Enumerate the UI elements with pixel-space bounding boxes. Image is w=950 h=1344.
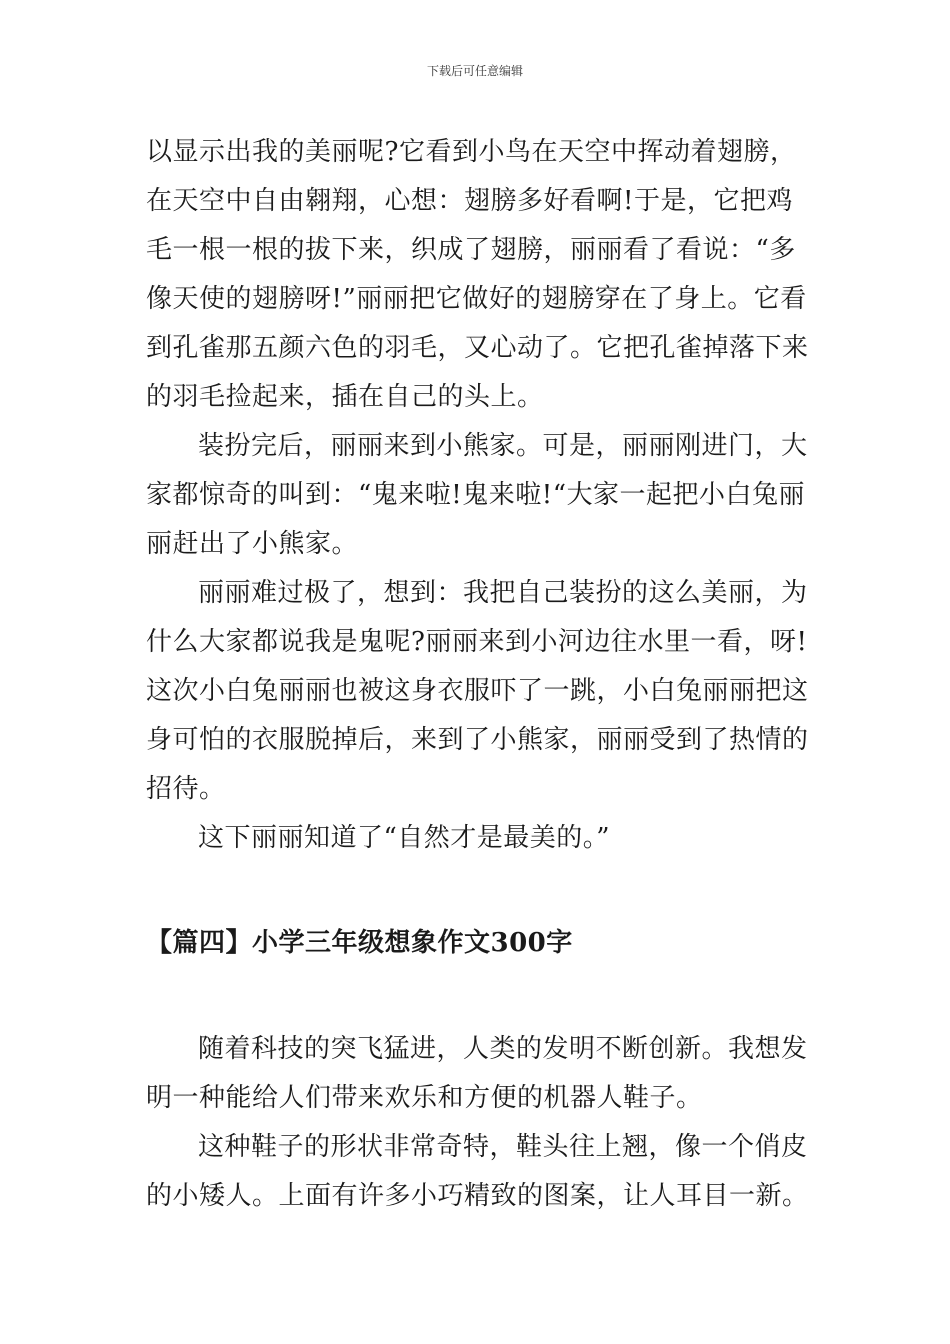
paragraph-conclusion: 这下丽丽知道了“自然才是最美的。” xyxy=(198,823,611,853)
document-body xyxy=(146,128,810,1221)
paragraph-sad: 丽丽难过极了，想到：我把自己装扮的这么美丽，为什么大家都说我是鬼呢?丽丽来到小河边往水里一看，呀!这次小白兔丽丽也被这身衣服吓了一跳，小白兔丽丽把这身可怕的衣服脱掉后，来到了小熊家，丽丽受到了热情的招待。 xyxy=(146,578,809,804)
paragraph-continuation: 以显示出我的美丽呢?它看到小鸟在天空中挥动着翅膀，在天空中自由翱翔，心想：翅膀多好看啊!于是，它把鸡毛一根一根的拔下来，织成了翅膀，丽丽看了看说：“多像天使的翅膀呀!”丽丽把它做好的翅膀穿在了身上。它看到孔雀那五颜六色的羽毛，又心动了。它把孔雀掉落下来的羽毛捡起来，插在自己的头上。 xyxy=(146,137,809,412)
section-title: 【篇四】小学三年级想象作文300字 xyxy=(146,928,573,958)
paragraph-invention: 随着科技的突飞猛进，人类的发明不断创新。我想发明一种能给人们带来欢乐和方便的机器人鞋子。 xyxy=(146,1034,808,1113)
paragraph-shoe-shape: 这种鞋子的形状非常奇特，鞋头往上翘，像一个俏皮的小矮人。上面有许多小巧精致的图案，让人耳目一新。 xyxy=(146,1132,809,1211)
paragraph-dressed-up: 装扮完后，丽丽来到小熊家。可是，丽丽刚进门，大家都惊奇的叫到：“鬼来啦!鬼来啦!“大家一起把小白兔丽丽赶出了小熊家。 xyxy=(146,431,808,559)
page-header: 下载后可任意编辑 xyxy=(426,64,523,78)
